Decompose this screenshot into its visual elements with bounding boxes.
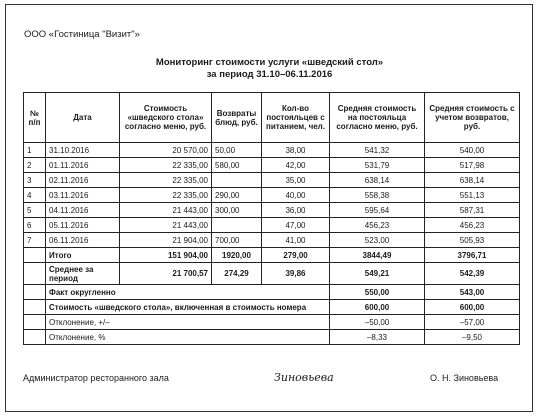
included-avg: 600,00 bbox=[330, 300, 425, 315]
included-empty-cell bbox=[24, 300, 46, 315]
handwritten-signature: Зиновьева bbox=[274, 371, 334, 384]
col-cost-header: Стоимость «шведского стола» согласно меню, руб. bbox=[120, 93, 212, 143]
footer-position: Администратор ресторанного зала bbox=[23, 373, 169, 383]
row-avg: 456,23 bbox=[330, 218, 425, 233]
row-cost: 21 443,00 bbox=[120, 203, 212, 218]
deviation-pct-label: Отклонение, % bbox=[46, 330, 330, 345]
row-cost: 20 570,00 bbox=[120, 143, 212, 158]
row-cost: 21 904,00 bbox=[120, 233, 212, 248]
row-cost: 22 335,00 bbox=[120, 173, 212, 188]
row-number: 6 bbox=[24, 218, 46, 233]
rounded-row bbox=[24, 285, 520, 300]
deviation-pct-empty-cell bbox=[24, 330, 46, 345]
footer-name: О. Н. Зиновьева bbox=[430, 373, 499, 383]
deviation-abs-empty-cell bbox=[24, 315, 46, 330]
average-guests: 39,86 bbox=[262, 263, 330, 285]
row-number: 4 bbox=[24, 188, 46, 203]
row-returns bbox=[212, 218, 262, 233]
total-empty-cell bbox=[24, 248, 46, 263]
total-row bbox=[24, 248, 520, 263]
included-avg-returns: 600,00 bbox=[425, 300, 520, 315]
table-row bbox=[24, 233, 520, 248]
col-number-header: № п/п bbox=[24, 93, 46, 143]
row-date: 03.11.2016 bbox=[46, 188, 120, 203]
table-row bbox=[24, 218, 520, 233]
row-number: 1 bbox=[24, 143, 46, 158]
row-guests: 40,00 bbox=[262, 188, 330, 203]
row-avg-returns: 505,93 bbox=[425, 233, 520, 248]
average-cost: 21 700,57 bbox=[120, 263, 212, 285]
table-header-row bbox=[24, 93, 520, 143]
rounded-empty-cell bbox=[24, 285, 46, 300]
table-row bbox=[24, 143, 520, 158]
deviation-abs-label: Отклонение, +/– bbox=[46, 315, 330, 330]
average-returns: 274,29 bbox=[212, 263, 262, 285]
row-avg-returns: 551,13 bbox=[425, 188, 520, 203]
row-cost: 22 335,00 bbox=[120, 158, 212, 173]
average-label: Среднее за период bbox=[46, 263, 120, 285]
row-guests: 35,00 bbox=[262, 173, 330, 188]
row-avg-returns: 587,31 bbox=[425, 203, 520, 218]
deviation-pct-avg: –8,33 bbox=[330, 330, 425, 345]
row-number: 3 bbox=[24, 173, 46, 188]
deviation-abs-avg: –50,00 bbox=[330, 315, 425, 330]
row-cost: 21 443,00 bbox=[120, 218, 212, 233]
table-row bbox=[24, 158, 520, 173]
organization-name: ООО «Гостиница "Визит"» bbox=[24, 29, 140, 40]
deviation-pct-avg-returns: –9,50 bbox=[425, 330, 520, 345]
row-guests: 42,00 bbox=[262, 158, 330, 173]
row-avg: 638,14 bbox=[330, 173, 425, 188]
row-number: 2 bbox=[24, 158, 46, 173]
table-row bbox=[24, 188, 520, 203]
average-avg-returns: 542,39 bbox=[425, 263, 520, 285]
table-row bbox=[24, 203, 520, 218]
row-returns bbox=[212, 173, 262, 188]
deviation-abs-row bbox=[24, 315, 520, 330]
rounded-avg-returns: 543,00 bbox=[425, 285, 520, 300]
row-avg-returns: 517,98 bbox=[425, 158, 520, 173]
col-guests-header: Кол-во постояльцев с питанием, чел. bbox=[262, 93, 330, 143]
row-guests: 41,00 bbox=[262, 233, 330, 248]
row-avg: 523,00 bbox=[330, 233, 425, 248]
row-returns: 700,00 bbox=[212, 233, 262, 248]
row-returns: 290,00 bbox=[212, 188, 262, 203]
col-avg-returns-header: Средняя стоимость с учетом возвратов, руб. bbox=[425, 93, 520, 143]
total-cost: 151 904,00 bbox=[120, 248, 212, 263]
row-date: 06.11.2016 bbox=[46, 233, 120, 248]
row-date: 04.11.2016 bbox=[46, 203, 120, 218]
document-period: за период 31.10–06.11.2016 bbox=[206, 69, 333, 80]
col-returns-header: Возвраты блюд, руб. bbox=[212, 93, 262, 143]
row-guests: 38,00 bbox=[262, 143, 330, 158]
deviation-pct-row bbox=[24, 330, 520, 345]
row-date: 01.11.2016 bbox=[46, 158, 120, 173]
row-guests: 36,00 bbox=[262, 203, 330, 218]
total-returns: 1920,00 bbox=[212, 248, 262, 263]
row-returns: 300,00 bbox=[212, 203, 262, 218]
total-avg-returns: 3796,71 bbox=[425, 248, 520, 263]
total-guests: 279,00 bbox=[262, 248, 330, 263]
row-number: 7 bbox=[24, 233, 46, 248]
row-avg: 595,64 bbox=[330, 203, 425, 218]
document-title: Мониторинг стоимости услуги «шведский стол» bbox=[155, 57, 384, 68]
included-label: Стоимость «шведского стола», включенная в стоимость номера bbox=[46, 300, 330, 315]
row-date: 31.10.2016 bbox=[46, 143, 120, 158]
row-returns: 50,00 bbox=[212, 143, 262, 158]
row-returns: 580,00 bbox=[212, 158, 262, 173]
row-avg: 531,79 bbox=[330, 158, 425, 173]
average-empty-cell bbox=[24, 263, 46, 285]
monitoring-table bbox=[23, 92, 520, 345]
average-avg: 549,21 bbox=[330, 263, 425, 285]
rounded-label: Факт округленно bbox=[46, 285, 330, 300]
row-date: 05.11.2016 bbox=[46, 218, 120, 233]
row-avg-returns: 540,00 bbox=[425, 143, 520, 158]
col-avg-header: Средняя стоимость на постояльца согласно меню, руб. bbox=[330, 93, 425, 143]
row-number: 5 bbox=[24, 203, 46, 218]
row-avg-returns: 638,14 bbox=[425, 173, 520, 188]
col-date-header: Дата bbox=[46, 93, 120, 143]
row-cost: 22 335,00 bbox=[120, 188, 212, 203]
table-row bbox=[24, 173, 520, 188]
row-avg: 558,38 bbox=[330, 188, 425, 203]
row-guests: 47,00 bbox=[262, 218, 330, 233]
average-row bbox=[24, 263, 520, 285]
rounded-avg: 550,00 bbox=[330, 285, 425, 300]
included-row bbox=[24, 300, 520, 315]
row-avg: 541,32 bbox=[330, 143, 425, 158]
deviation-abs-avg-returns: –57,00 bbox=[425, 315, 520, 330]
total-avg: 3844,49 bbox=[330, 248, 425, 263]
row-date: 02.11.2016 bbox=[46, 173, 120, 188]
row-avg-returns: 456,23 bbox=[425, 218, 520, 233]
total-label: Итого bbox=[46, 248, 120, 263]
